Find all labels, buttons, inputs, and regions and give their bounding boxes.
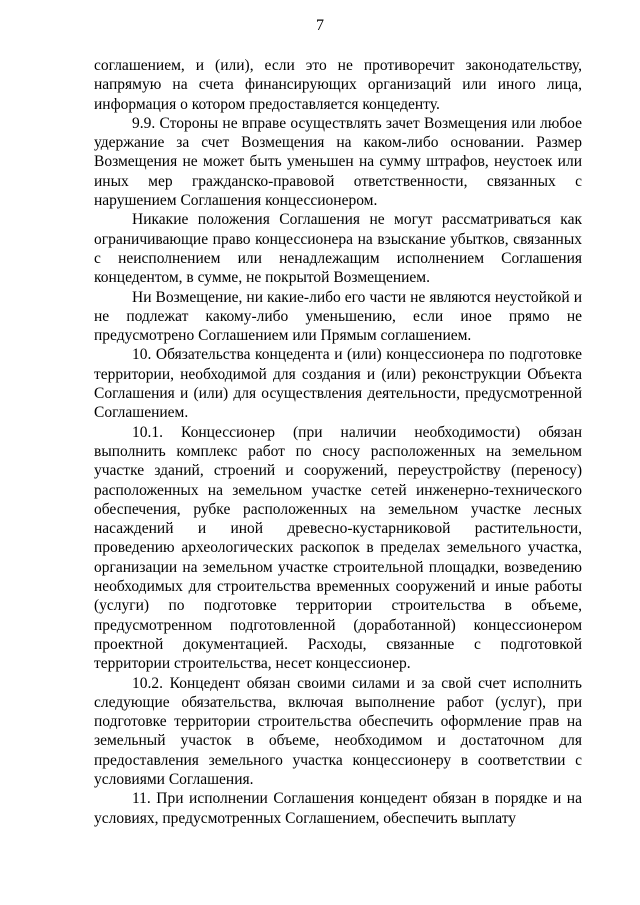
paragraph: Ни Возмещение, ни какие-либо его части не являются неустойкой и не подлежат какому-либо уменьшению, если иное прямо не предусмотрено Соглашением или Прямым соглашением.	[94, 288, 582, 345]
paragraph: 10.1. Концессионер (при наличии необходимости) обязан выполнить комплекс работ по сносу расположенных на земельном участке зданий, строений и сооружений, переустройству (переносу) расположенных на земельном участке сетей инженерно-технического обеспечения, рубке расположенных на земельном участке лесных насаждений и иной древесно-кустарниковой растительности, проведению археологических раскопок в пределах земельного участка, организации на земельном участке строительной площадки, возведению необходимых для строительства временных сооружений и иные работы (услуги) по подготовке территории строительства в объеме, предусмотренном подготовленной (доработанной) концессионером проектной документацией. Расходы, связанные с подготовкой территории строительства, несет концессионер.	[94, 423, 582, 673]
paragraph: 11. При исполнении Соглашения концедент обязан в порядке и на условиях, предусмотренных Соглашением, обеспечить выплату	[94, 790, 582, 827]
document-body	[94, 56, 582, 828]
paragraph: соглашением, и (или), если это не противоречит законодательству, напрямую на счета финансирующих организаций или иного лица, информация о котором предоставляется концеденту.	[94, 57, 582, 113]
paragraph: 9.9. Стороны не вправе осуществлять зачет Возмещения или любое удержание за счет Возмещения на каком-либо основании. Размер Возмещения не может быть уменьшен на сумму штрафов, неустоек или иных мер гражданско-правовой ответственности, связанных с нарушением Соглашения концессионером.	[94, 114, 582, 210]
paragraph: 10. Обязательства концедента и (или) концессионера по подготовке территории, необходимой для создания и (или) реконструкции Объекта Соглашения и (или) для осуществления деятельности, предусмотренной Соглашением.	[94, 346, 582, 422]
paragraph: Никакие положения Соглашения не могут рассматриваться как ограничивающие право концессионера на взыскание убытков, связанных с неисполнением или ненадлежащим исполнением Соглашения концедентом, в сумме, не покрытой Возмещением.	[94, 211, 582, 287]
page-number: 7	[316, 17, 324, 34]
paragraph: 10.2. Концедент обязан своими силами и за свой счет исполнить следующие обязательства, включая выполнение работ (услуг), при подготовке территории строительства обеспечить оформление прав на земельный участок в объеме, необходимом и достаточном для предоставления земельного участка концессионеру в соответствии с условиями Соглашения.	[94, 674, 582, 788]
